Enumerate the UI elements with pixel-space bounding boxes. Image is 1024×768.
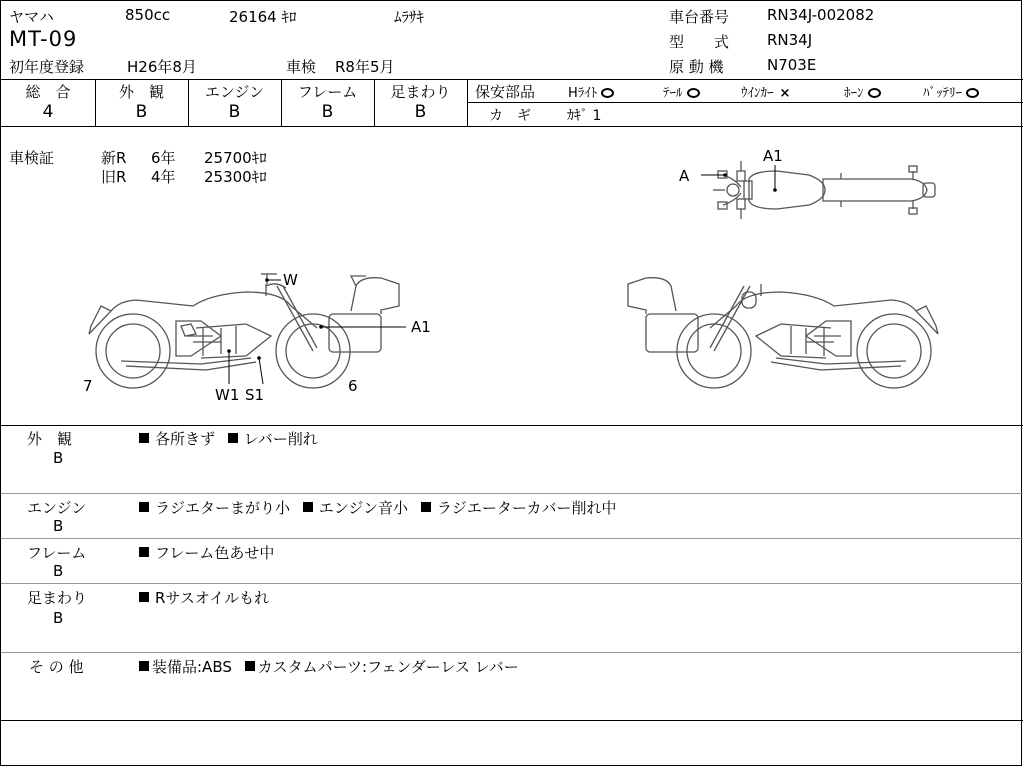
headlight-label: Hﾗｲﾄ xyxy=(568,86,598,101)
remark-frame-items xyxy=(139,542,274,563)
bullet-square-icon xyxy=(139,547,149,557)
first-registration-label: 初年度登録 xyxy=(9,58,85,76)
model-name: MT-09 xyxy=(9,27,78,51)
engine-model-label: 原 動 機 xyxy=(669,58,724,76)
bullet-square-icon xyxy=(303,502,313,512)
ok-circle-icon xyxy=(868,88,881,98)
type-label: 型 式 xyxy=(669,33,730,51)
cross-icon: × xyxy=(779,86,791,101)
remark-item: Rサスオイルもれ xyxy=(155,589,270,607)
horn-label: ﾎｰﾝ xyxy=(844,86,864,101)
key-label: カ ギ xyxy=(489,108,531,124)
mark-top-a1: A1 xyxy=(763,147,783,165)
mark-top-a: A xyxy=(679,167,690,185)
remarks-bottom-border xyxy=(1,720,1023,721)
maker-name: ヤマハ xyxy=(9,8,54,26)
bullet-square-icon xyxy=(139,592,149,602)
remark-item: ラジエターまがり小 xyxy=(155,499,291,517)
remark-item: フレーム色あせ中 xyxy=(155,544,275,562)
remark-engine-grade: B xyxy=(53,517,64,535)
battery-label: ﾊﾞｯﾃﾘｰ xyxy=(923,86,962,101)
grade-row-top-border xyxy=(1,79,1023,80)
mileage: 26164 ｷﾛ xyxy=(229,8,297,26)
remark-exterior-grade: B xyxy=(53,449,64,467)
remark-suspension-label: 足まわり xyxy=(27,589,88,607)
remark-suspension-grade: B xyxy=(53,609,64,627)
grade-frame-value: B xyxy=(321,102,334,122)
cert-old-label: 旧R xyxy=(101,168,127,186)
bullet-square-icon xyxy=(421,502,431,512)
remarks-divider xyxy=(1,583,1023,584)
grade-exterior-label: 外 観 xyxy=(118,83,164,101)
cert-old-years: 4年 xyxy=(151,168,176,186)
inspection-label: 車検 xyxy=(286,58,317,76)
engine-model-value: N703E xyxy=(767,56,817,74)
remarks-divider xyxy=(1,652,1023,653)
remarks-divider xyxy=(1,493,1023,494)
grade-engine-label: エンジン xyxy=(204,83,265,101)
mark-side-s1: S1 xyxy=(245,386,265,404)
displacement: 850cc xyxy=(125,6,171,24)
mark-side-w1: W1 xyxy=(215,386,240,404)
remark-item: 各所きず xyxy=(155,430,216,448)
remark-exterior-label: 外 観 xyxy=(27,430,73,448)
remark-item: エンジン音小 xyxy=(318,499,409,517)
body-color: ﾑﾗｻｷ xyxy=(394,8,425,26)
battery-check xyxy=(923,82,979,101)
ok-circle-icon xyxy=(687,88,700,98)
remark-other-label: そ の 他 xyxy=(29,658,84,676)
cert-new-label: 新R xyxy=(101,149,127,167)
grade-suspension-value: B xyxy=(414,102,427,122)
bullet-square-icon xyxy=(245,661,255,671)
grade-exterior-value: B xyxy=(135,102,148,122)
remark-other-items xyxy=(139,656,519,677)
grade-overall-label: 総 合 xyxy=(25,83,71,101)
grade-suspension-label: 足まわり xyxy=(390,83,451,101)
grade-row-bottom-border xyxy=(1,126,1023,127)
safety-row-divider xyxy=(467,102,1023,103)
remark-item: カスタムパーツ:フェンダーレス レバー xyxy=(257,658,519,676)
bullet-square-icon xyxy=(139,502,149,512)
mark-side-6: 6 xyxy=(348,377,358,395)
cert-new-years: 6年 xyxy=(151,149,176,167)
winker-check xyxy=(741,82,790,101)
remark-frame-label: フレーム xyxy=(27,544,87,562)
grade-overall-value: 4 xyxy=(42,102,54,122)
cert-old-km: 25300ｷﾛ xyxy=(204,168,267,186)
remark-frame-grade: B xyxy=(53,562,64,580)
frame-number-value: RN34J-002082 xyxy=(767,6,875,24)
ok-circle-icon xyxy=(966,88,979,98)
headlight-check xyxy=(568,82,614,101)
bullet-square-icon xyxy=(139,433,149,443)
horn-check xyxy=(844,82,881,101)
frame-number-label: 車台番号 xyxy=(669,8,730,26)
bullet-square-icon xyxy=(139,661,149,671)
winker-label: ｳｲﾝｶｰ xyxy=(741,86,774,101)
first-registration-value: H26年8月 xyxy=(127,58,197,76)
key-value: ｶｷﾞ 1 xyxy=(567,108,602,124)
tail-label: ﾃｰﾙ xyxy=(663,86,683,101)
remark-engine-items xyxy=(139,497,617,518)
mark-side-7: 7 xyxy=(83,377,93,395)
remark-item: レバー削れ xyxy=(243,430,318,448)
remark-suspension-items xyxy=(139,587,269,608)
type-value: RN34J xyxy=(767,31,813,49)
remark-engine-label: エンジン xyxy=(27,499,87,517)
inspection-cert-label: 車検証 xyxy=(9,149,55,167)
inspection-value: R8年5月 xyxy=(335,58,395,76)
remark-exterior-items xyxy=(139,428,318,449)
cert-new-km: 25700ｷﾛ xyxy=(204,149,267,167)
ok-circle-icon xyxy=(601,88,614,98)
motorcycle-top-view-diagram xyxy=(701,151,946,221)
mark-side-a1: A1 xyxy=(411,318,431,336)
safety-parts-label: 保安部品 xyxy=(475,83,536,101)
mark-side-w: W xyxy=(283,271,298,289)
bullet-square-icon xyxy=(228,433,238,443)
remark-item: ラジエーターカバー削れ中 xyxy=(436,499,617,517)
grade-engine-value: B xyxy=(228,102,241,122)
grade-frame-label: フレーム xyxy=(297,83,358,101)
remark-item: 装備品:ABS xyxy=(152,658,232,676)
motorcycle-right-side-diagram xyxy=(616,266,946,391)
remarks-top-border xyxy=(1,425,1023,426)
remarks-divider xyxy=(1,538,1023,539)
motorcycle-left-side-diagram xyxy=(81,266,411,391)
tail-check xyxy=(663,82,700,101)
